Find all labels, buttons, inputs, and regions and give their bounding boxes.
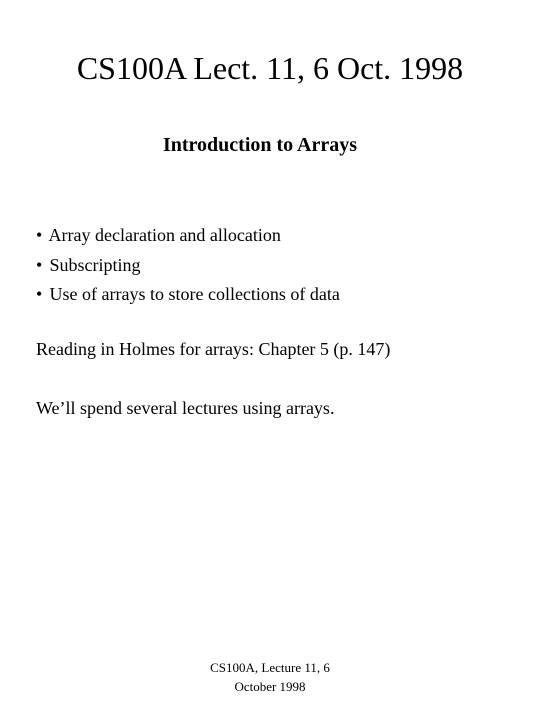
slide-subtitle: Introduction to Arrays — [162, 134, 358, 156]
closing-note: We’ll spend several lectures using arrays. — [36, 398, 335, 418]
bullet-icon: • — [36, 225, 43, 245]
bullet-list — [36, 221, 340, 310]
bullet-item — [36, 280, 340, 310]
bullet-item — [36, 251, 340, 281]
bullet-text: Subscripting — [49, 254, 141, 275]
slide-title: CS100A Lect. 11, 6 Oct. 1998 — [76, 50, 464, 86]
bullet-text: Use of arrays to store collections of data — [49, 284, 340, 304]
bullet-icon: • — [36, 284, 43, 304]
bullet-text: Array declaration and allocation — [48, 225, 281, 245]
reading-assignment: Reading in Holmes for arrays: Chapter 5 (p. 147) — [36, 339, 391, 359]
bullet-item — [36, 221, 340, 251]
slide-footer — [200, 658, 340, 696]
bullet-icon: • — [36, 254, 43, 275]
footer-line-2: October 1998 — [234, 679, 306, 694]
footer-line-1: CS100A, Lecture 11, 6 — [210, 660, 330, 675]
